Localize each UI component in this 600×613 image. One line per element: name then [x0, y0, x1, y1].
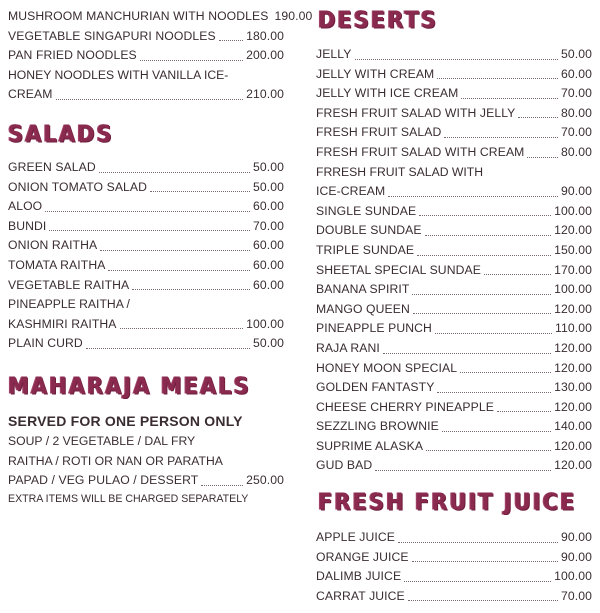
deserts-heading: DESERTS	[318, 7, 438, 33]
item-price: 60.00	[253, 199, 284, 214]
leader-dots	[56, 98, 244, 100]
item-price: 70.00	[253, 218, 284, 233]
item-name-line1: PINEAPPLE RAITHA /	[8, 297, 130, 312]
item-name: SUPRIME ALASKA	[316, 438, 424, 453]
noodles-section	[8, 7, 313, 105]
item-price: 210.00	[246, 87, 284, 102]
menu-item	[316, 319, 592, 339]
meal-price: 250.00	[246, 473, 284, 488]
item-price: 200.00	[246, 48, 284, 63]
item-name: ONION TOMATO SALAD	[8, 179, 148, 194]
item-name: MUSHROOM MANCHURIAN WITH NOODLES	[8, 9, 269, 23]
item-price: 100.00	[554, 282, 592, 297]
leader-dots	[201, 484, 243, 486]
item-name: CHEESE CHERRY PINEAPPLE	[316, 399, 494, 414]
item-name: TRIPLE SUNDAE	[316, 242, 415, 257]
juice-section	[316, 528, 592, 606]
menu-item	[316, 398, 592, 418]
item-name: SINGLE SUNDAE	[316, 203, 417, 218]
item-price: 80.00	[561, 144, 592, 159]
menu-item	[8, 315, 284, 335]
leader-dots	[375, 469, 551, 471]
menu-item	[316, 104, 592, 124]
item-name: DOUBLE SUNDAE	[316, 223, 422, 238]
leader-dots	[425, 234, 552, 236]
item-name: BANANA SPIRIT	[316, 282, 410, 297]
menu-item	[8, 197, 284, 217]
item-price: 120.00	[554, 340, 592, 355]
leader-dots	[417, 254, 551, 256]
leader-dots	[383, 352, 551, 354]
item-price: 130.00	[554, 380, 592, 395]
menu-item	[316, 221, 592, 241]
item-price: 120.00	[554, 458, 592, 473]
menu-item	[8, 217, 284, 237]
menu-item	[316, 378, 592, 398]
menu-item	[316, 241, 592, 261]
item-price: 180.00	[246, 28, 284, 43]
maharaja-heading-wrap	[8, 374, 251, 398]
item-name: PLAIN CURD	[8, 336, 83, 351]
menu-item	[316, 587, 592, 607]
item-name: FRESH FRUIT SALAD	[316, 125, 442, 140]
deserts-heading-wrap	[318, 8, 438, 32]
menu-item	[8, 27, 284, 47]
item-price: 120.00	[554, 399, 592, 414]
item-price: 90.00	[561, 549, 592, 564]
item-name: PINEAPPLE PUNCH	[316, 321, 432, 336]
leader-dots	[484, 273, 551, 275]
item-name: MANGO QUEEN	[316, 301, 410, 316]
menu-item	[8, 46, 284, 66]
item-name: ORANGE JUICE	[316, 549, 409, 564]
menu-item	[8, 276, 284, 296]
menu-item	[8, 334, 284, 354]
item-price: 170.00	[554, 262, 592, 277]
deserts-section	[316, 45, 592, 476]
menu-item	[316, 261, 592, 281]
menu-item	[316, 528, 592, 548]
leader-dots	[398, 541, 558, 543]
item-name: DALIMB JUICE	[316, 569, 402, 584]
menu-item	[316, 300, 592, 320]
item-name: GREEN SALAD	[8, 160, 96, 174]
menu-item	[316, 202, 592, 222]
item-price: 100.00	[246, 316, 284, 331]
leader-dots	[100, 249, 250, 251]
extra-items-note: EXTRA ITEMS WILL BE CHARGED SEPARATELY	[8, 492, 249, 505]
meal-line: RAITHA / ROTI OR NAN OR PARATHA	[8, 453, 223, 468]
menu-item	[8, 7, 313, 27]
item-price: 60.00	[253, 257, 284, 272]
maharaja-meals-heading: MAHARAJA MEALS	[8, 373, 251, 399]
menu-item	[8, 236, 284, 256]
leader-dots	[140, 59, 243, 61]
item-price: 120.00	[554, 301, 592, 316]
item-price: 50.00	[253, 336, 284, 351]
leader-dots	[426, 449, 551, 451]
item-price: 60.00	[253, 238, 284, 253]
leader-dots	[437, 77, 558, 79]
item-name: BUNDI	[8, 218, 47, 233]
item-name-line2: KASHMIRI RAITHA	[8, 316, 117, 331]
salads-heading: SALADS	[8, 121, 114, 147]
leader-dots	[461, 97, 558, 99]
item-price: 100.00	[554, 569, 592, 584]
item-name: ONION RAITHA	[8, 238, 98, 253]
leader-dots	[150, 190, 250, 192]
item-price: 70.00	[561, 86, 592, 101]
leader-dots	[99, 171, 250, 173]
leader-dots	[45, 210, 250, 212]
item-name: SHEETAL SPECIAL SUNDAE	[316, 262, 481, 277]
item-price: 50.00	[561, 47, 592, 61]
leader-dots	[388, 195, 558, 197]
leader-dots	[527, 156, 558, 158]
item-price: 70.00	[561, 125, 592, 140]
item-name: VEGETABLE RAITHA	[8, 277, 130, 292]
leader-dots	[86, 347, 250, 349]
item-name: CARRAT JUICE	[316, 588, 405, 603]
leader-dots	[518, 116, 558, 118]
served-note: SERVED FOR ONE PERSON ONLY	[8, 413, 243, 429]
item-price: 110.00	[555, 321, 592, 336]
menu-item	[316, 359, 592, 379]
leader-dots	[413, 312, 551, 314]
menu-item	[316, 65, 592, 85]
item-price: 80.00	[561, 105, 592, 120]
leader-dots	[120, 327, 244, 329]
menu-item	[316, 417, 592, 437]
item-name: TOMATA RAITHA	[8, 257, 106, 272]
item-price: 100.00	[554, 203, 592, 218]
item-name: APPLE JUICE	[316, 530, 395, 544]
item-price: 120.00	[554, 438, 592, 453]
leader-dots	[460, 371, 551, 373]
menu-item	[316, 567, 592, 587]
menu-item	[316, 45, 592, 65]
item-name-line1: FRRESH FRUIT SALAD WITH	[316, 164, 484, 179]
leader-dots	[442, 430, 551, 432]
salads-section	[8, 158, 284, 354]
leader-dots	[412, 293, 551, 295]
item-price: 190.00	[274, 9, 313, 23]
item-name-line2: CREAM	[8, 87, 53, 102]
leader-dots	[132, 288, 250, 290]
item-name: HONEY MOON SPECIAL	[316, 360, 458, 375]
item-name: JELLY WITH CREAM	[316, 66, 435, 81]
leader-dots	[408, 599, 558, 601]
leader-dots	[355, 58, 558, 60]
menu-item	[316, 143, 592, 163]
item-price: 150.00	[554, 242, 592, 257]
item-name: GOLDEN FANTASTY	[316, 380, 435, 395]
item-name: JELLY WITH ICE CREAM	[316, 86, 459, 101]
item-name: PAN FRIED NOODLES	[8, 48, 137, 63]
menu-item	[316, 339, 592, 359]
menu-item	[316, 182, 592, 202]
meal-line-priced	[8, 471, 284, 491]
item-price: 90.00	[561, 184, 592, 199]
menu-item	[316, 84, 592, 104]
item-name-line1: HONEY NOODLES WITH VANILLA ICE-	[8, 67, 229, 82]
leader-dots	[435, 332, 552, 334]
item-name: GUD BAD	[316, 458, 373, 473]
menu-item	[8, 178, 284, 198]
leader-dots	[437, 391, 551, 393]
item-name: VEGETABLE SINGAPURI NOODLES	[8, 28, 216, 43]
item-name: ALOO	[8, 199, 43, 214]
leader-dots	[497, 410, 551, 412]
menu-item	[8, 256, 284, 276]
meal-line-name: PAPAD / VEG PULAO / DESSERT	[8, 473, 199, 488]
salads-heading-wrap	[8, 122, 114, 146]
fresh-fruit-juice-heading: FRESH FRUIT JUICE	[318, 489, 577, 515]
maharaja-section	[8, 410, 284, 507]
item-price: 50.00	[253, 179, 284, 194]
leader-dots	[444, 136, 558, 138]
item-price: 120.00	[554, 223, 592, 238]
juice-heading-wrap	[318, 490, 576, 514]
menu-item	[316, 280, 592, 300]
item-price: 90.00	[561, 530, 592, 544]
item-price: 120.00	[554, 360, 592, 375]
item-price: 70.00	[561, 588, 592, 603]
item-name: JELLY	[316, 47, 352, 61]
leader-dots	[49, 229, 250, 231]
item-price: 140.00	[554, 419, 592, 434]
menu-item	[316, 437, 592, 457]
item-price: 50.00	[253, 160, 284, 174]
item-price: 60.00	[253, 277, 284, 292]
item-name: FRESH FRUIT SALAD WITH JELLY	[316, 105, 516, 120]
item-name: SEZZLING BROWNIE	[316, 419, 439, 434]
leader-dots	[412, 560, 558, 562]
menu-item	[8, 85, 284, 105]
item-name-line2: ICE-CREAM	[316, 184, 386, 199]
menu-item	[316, 456, 592, 476]
leader-dots	[108, 269, 250, 271]
meal-line: SOUP / 2 VEGETABLE / DAL FRY	[8, 434, 196, 448]
menu-item	[316, 123, 592, 143]
leader-dots	[419, 214, 551, 216]
item-name: FRESH FRUIT SALAD WITH CREAM	[316, 144, 525, 159]
menu-item	[316, 548, 592, 568]
item-name: RAJA RANI	[316, 340, 380, 355]
item-price: 60.00	[561, 66, 592, 81]
leader-dots	[404, 580, 551, 582]
menu-item	[8, 158, 284, 178]
leader-dots	[219, 39, 243, 41]
